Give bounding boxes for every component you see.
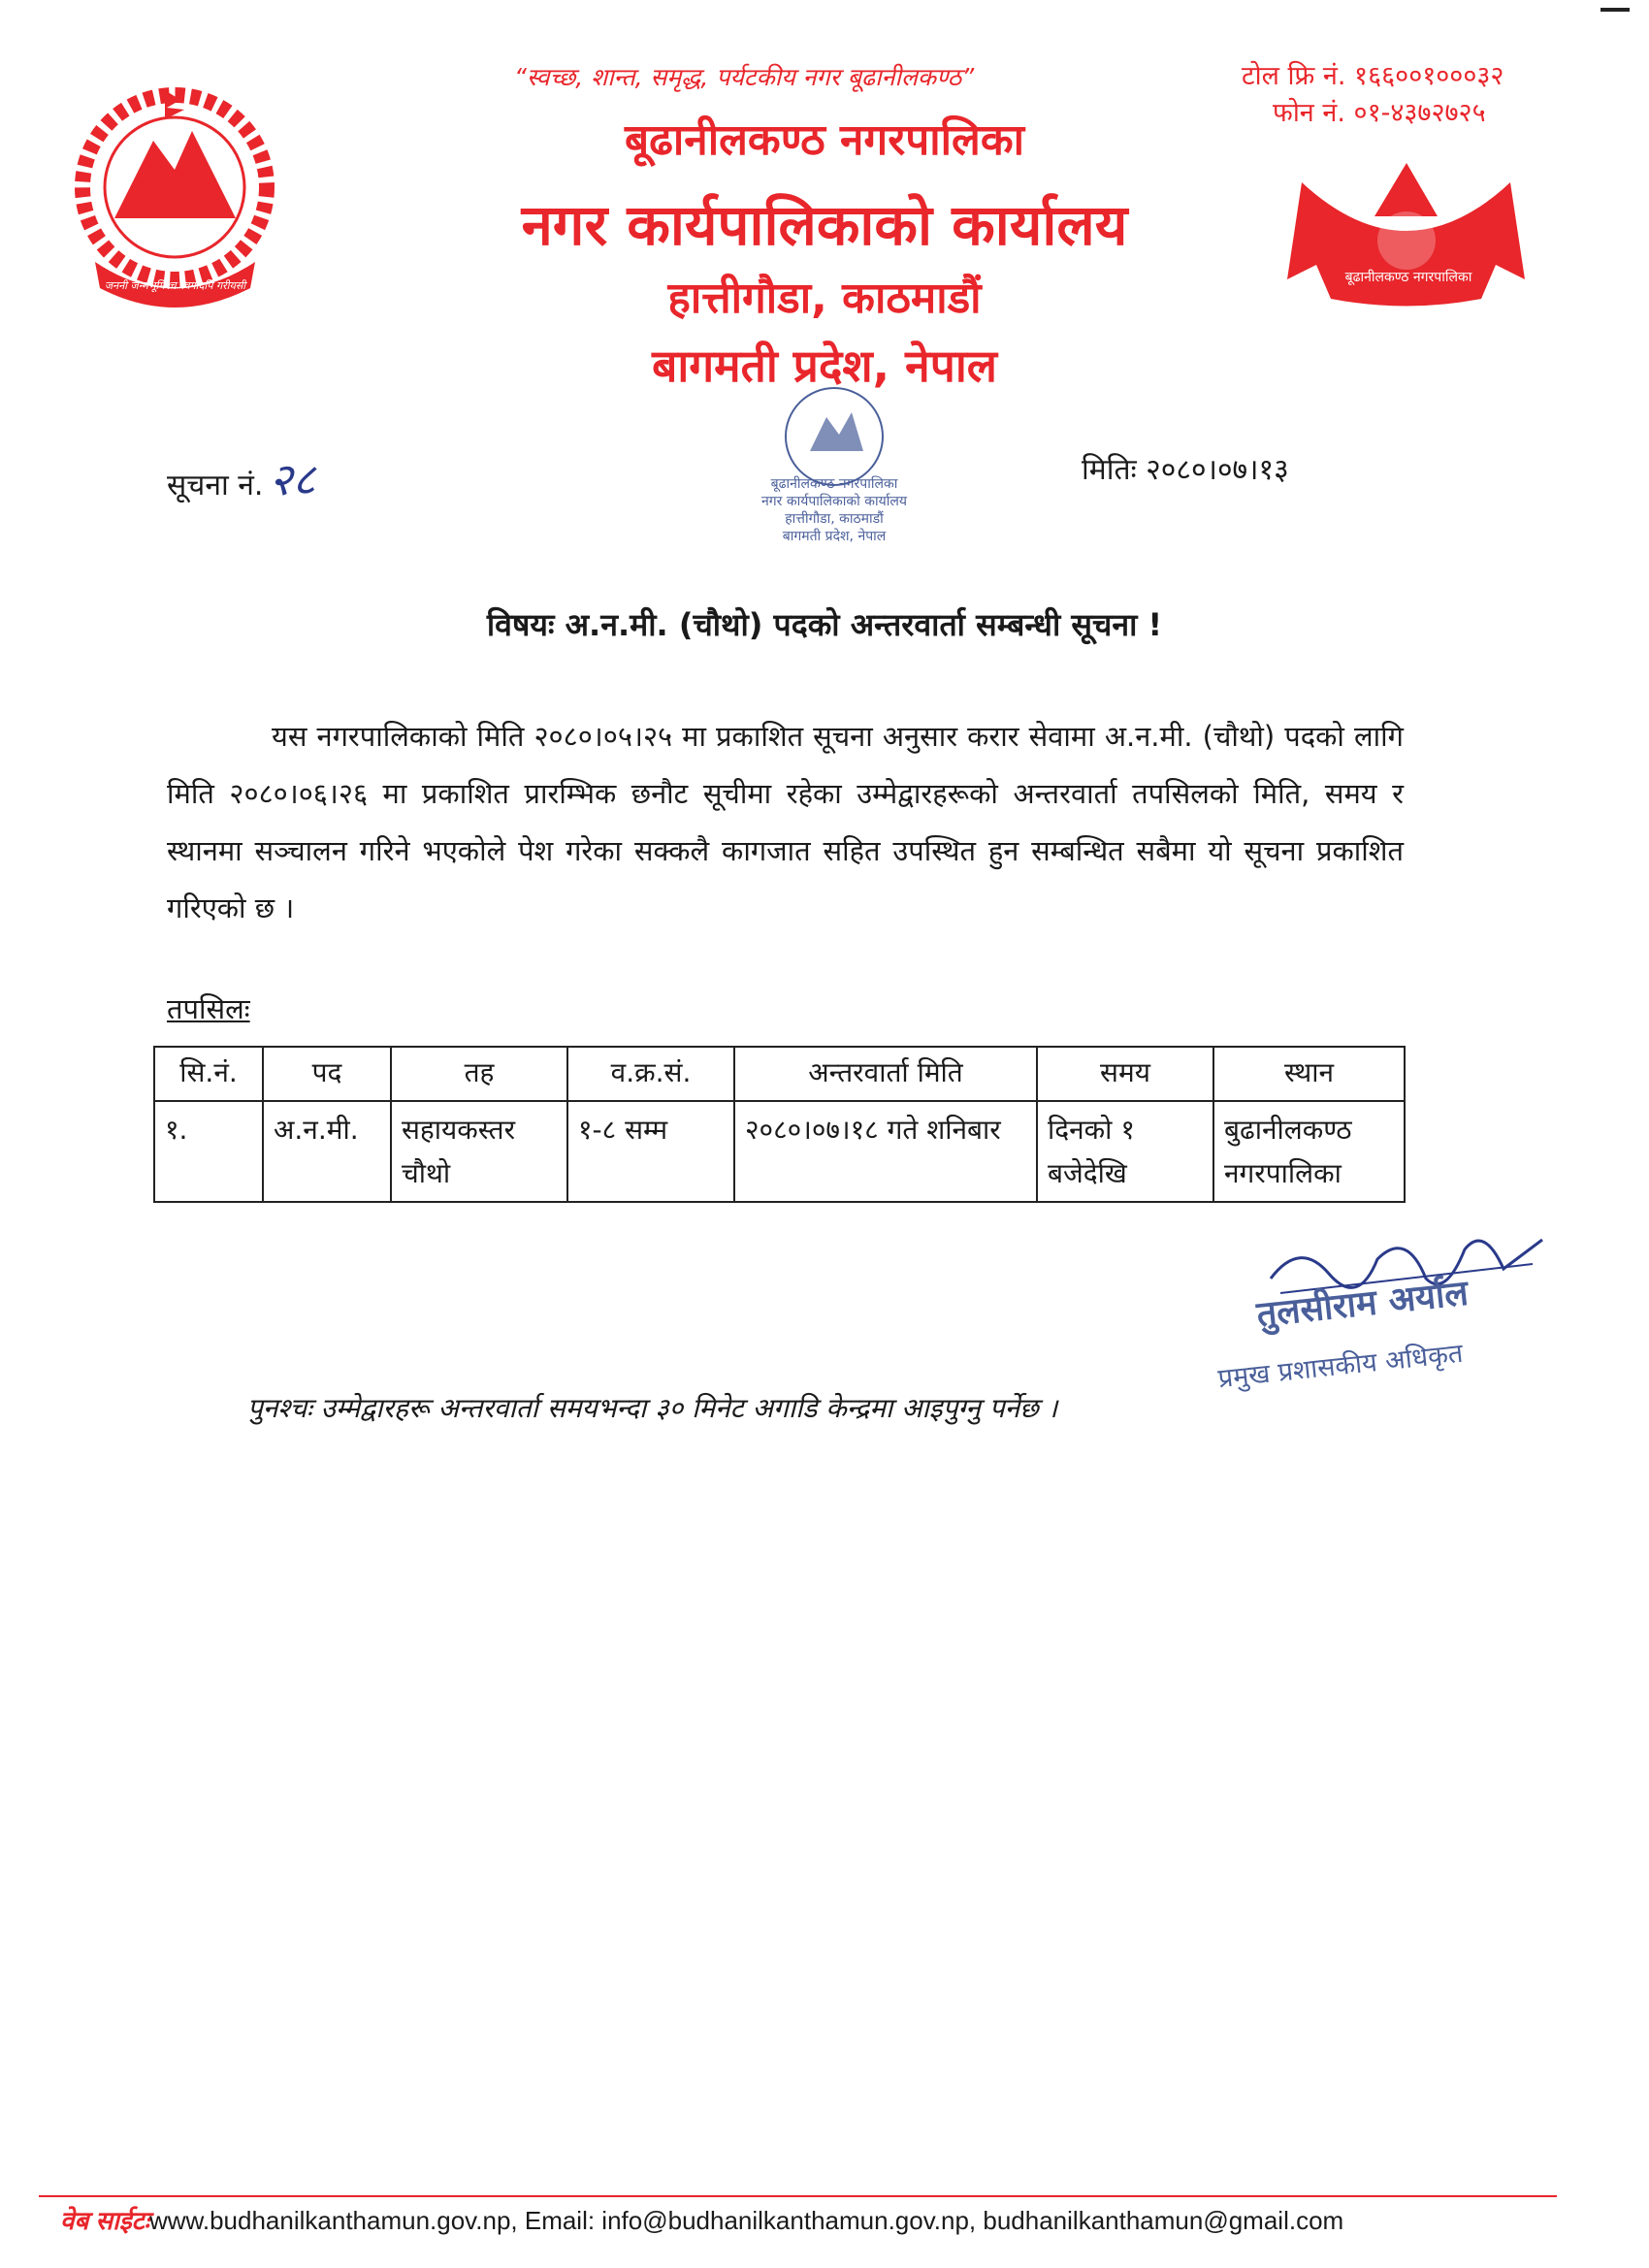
notice-number-handwritten: २८: [269, 453, 316, 505]
toll-free-number: टोल फ्रि नं. १६६००१०००३२: [1242, 61, 1504, 91]
col-venue: स्थान: [1213, 1047, 1405, 1101]
col-rank: व.क्र.सं.: [567, 1047, 734, 1101]
notice-date: मितिः २०८०।०७।१३: [1082, 453, 1289, 487]
stamp-line-4: बागमती प्रदेश, नेपाल: [782, 529, 887, 544]
stamp-line-2: नगर कार्यपालिकाको कार्यालय: [761, 494, 907, 509]
cell-venue: बुढानीलकण्ठ नगरपालिका: [1213, 1101, 1405, 1202]
interview-schedule-table: [153, 1046, 1406, 1203]
stamp-line-1: बूढानीलकण्ठ नगरपालिका: [770, 476, 898, 492]
motto: “स्वच्छ, शान्त, समृद्ध, पर्यटकीय नगर बूढानीलकण्ठ”: [514, 63, 975, 91]
scan-mark: [1600, 8, 1630, 12]
cell-time: दिनको १ बजेदेखि: [1037, 1101, 1213, 1202]
province-country: बागमती प्रदेश, नेपाल: [652, 340, 997, 392]
subject-line: विषयः अ.न.मी. (चौथो) पदको अन्तरवार्ता सम्बन्धी सूचना !: [486, 606, 1163, 643]
table-row: [154, 1101, 1405, 1202]
office-address: हात्तीगौडा, काठमाडौं: [667, 274, 982, 323]
table-header-row: [154, 1047, 1405, 1101]
logo-label: बूढानीलकण्ठ नगरपालिका: [1344, 270, 1472, 285]
col-time: समय: [1037, 1047, 1213, 1101]
notice-number: [167, 448, 315, 508]
notice-body: यस नगरपालिकाको मिति २०८०।०५।२५ मा प्रकाशित सूचना अनुसार करार सेवामा अ.न.मी. (चौथो) पदको लागि मिति २०८०।०६।२६ मा प्रकाशित प्रारम्भिक छनौट सूचीमा रहेका उम्मेद्वारहरूको अन्तरवार्ता तपसिलको मिति, समय र स्थानमा सञ्चालन गरिने भएकोले पेश गरेका सक्कलै कागजात सहित उपस्थित हुन सम्बन्धित सबैमा यो सूचना प्रकाशित गरिएको छ ।: [167, 720, 1404, 924]
col-level: तह: [391, 1047, 567, 1101]
footer-text: www.budhanilkanthamun.gov.np, Email: info@budhanilkanthamun.gov.np, budhanilkanthamun@gmail.com: [148, 2206, 1344, 2235]
signatory-title: प्रमुख प्रशासकीय अधिकृत: [1216, 1338, 1465, 1395]
notice-label: सूचना नं.: [167, 469, 264, 502]
col-interview-date: अन्तरवार्ता मिति: [734, 1047, 1037, 1101]
cell-interview-date: २०८०।०७।१८ गते शनिबार: [734, 1101, 1037, 1202]
footer-contact: [60, 2202, 1343, 2237]
details-label: तपसिलः: [167, 992, 250, 1025]
footer-divider: [39, 2195, 1557, 2197]
postscript: पुनश्चः उम्मेद्वारहरू अन्तरवार्ता समयभन्दा ३० मिनेट अगाडि केन्द्रमा आइपुग्नु पर्नेछ ।: [247, 1392, 1058, 1424]
cell-sn: १.: [154, 1101, 263, 1202]
cell-post: अ.न.मी.: [263, 1101, 391, 1202]
office-name: नगर कार्यपालिकाको कार्यालय: [521, 192, 1128, 258]
col-post: पद: [263, 1047, 391, 1101]
stamp-line-3: हात्तीगौडा, काठमाडौं: [785, 511, 884, 527]
emblem-motto: जननी जन्मभूमिश्च स्वर्गादपि गरीयसी: [104, 279, 246, 292]
municipality-name: बूढानीलकण्ठ नगरपालिका: [624, 115, 1025, 165]
cell-rank: १-८ सम्म: [567, 1101, 734, 1202]
col-sn: सि.नं.: [154, 1047, 263, 1101]
cell-level: सहायकस्तर चौथो: [391, 1101, 567, 1202]
footer-label: वेब साईटः: [60, 2206, 149, 2235]
office-stamp: [718, 359, 951, 553]
phone-number: फोन नं. ०१-४३७२७२५: [1273, 98, 1486, 128]
signatory-name: तुलसीराम अर्याल: [1254, 1273, 1471, 1336]
